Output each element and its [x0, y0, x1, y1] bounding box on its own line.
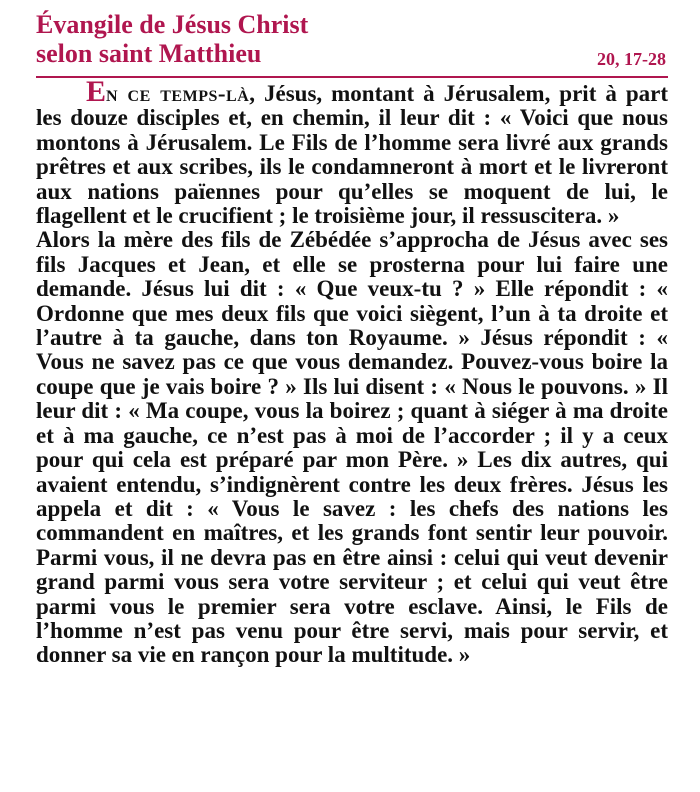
gospel-title-line-2: selon saint Matthieu — [36, 39, 262, 68]
gospel-text — [36, 75, 668, 668]
opening-small-caps: n ce temps-là — [106, 81, 250, 106]
verse-reference: 20, 17-28 — [597, 49, 666, 69]
paragraph-1 — [36, 75, 668, 229]
gospel-header — [36, 10, 668, 78]
paragraph-1-text: , Jésus, montant à Jérusalem, prit à part les douze disciples et, en chemin, il leur dit : « Voici que nous montons à Jérusalem. Le Fils de l’homme sera livré aux grands prêtres et aux scribes, ils le condamneront à mort et le livreront aux nations païennes pour qu’elles se moquent de lui, le flagellent et le crucifient ; le troisième jour, il ressuscitera. » — [36, 81, 668, 229]
paragraph-2: Alors la mère des fils de Zébédée s’approcha de Jésus avec ses fils Jacques et Jean, et elle se prosterna pour lui faire une demande. Jésus lui dit : « Que veux-tu ? » Elle répondit : « Ordonne que mes deux fils que voici siègent, l’un à ta droite et l’autre à ta gauche, dans ton Royaume. » Jésus répondit : « Vous ne savez pas ce que vous demandez. Pouvez-vous boire la coupe que je vais boire ? » Ils lui disent : « Nous le pouvons. » Il leur dit : « Ma coupe, vous la boirez ; quant à siéger à ma droite et à ma gauche, ce n’est pas à moi de l’accorder ; il y a ceux pour qui cela est préparé par mon Père. » Les dix autres, qui avaient entendu, s’indignèrent contre les deux frères. Jésus les appela et dit : « Vous le savez : les chefs des nations les commandent en maîtres, et les grands font sentir leur pouvoir. Parmi vous, il ne devra pas en être ainsi : celui qui veut devenir grand parmi vous sera votre serviteur ; et celui qui veut être parmi vous le premier sera votre esclave. Ainsi, le Fils de l’homme n’est pas venu pour être servi, mais pour servir, et donner sa vie en rançon pour la multitude. » — [36, 227, 668, 668]
drop-cap-initial: E — [86, 75, 107, 108]
gospel-title-line-1: Évangile de Jésus Christ — [36, 10, 309, 39]
